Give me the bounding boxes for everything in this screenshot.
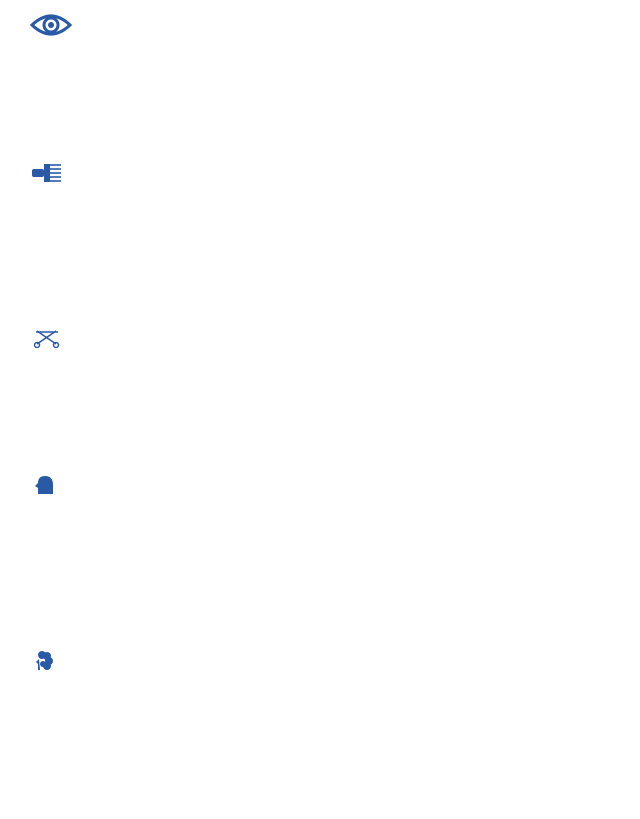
- head-cap-icon: [34, 474, 54, 503]
- curly-head-icon: [34, 650, 54, 679]
- eye-icon: [30, 12, 72, 43]
- calendar-grid: [142, 143, 610, 815]
- dye-brush-icon: [32, 160, 62, 191]
- scissors-comb-icon: [34, 328, 60, 353]
